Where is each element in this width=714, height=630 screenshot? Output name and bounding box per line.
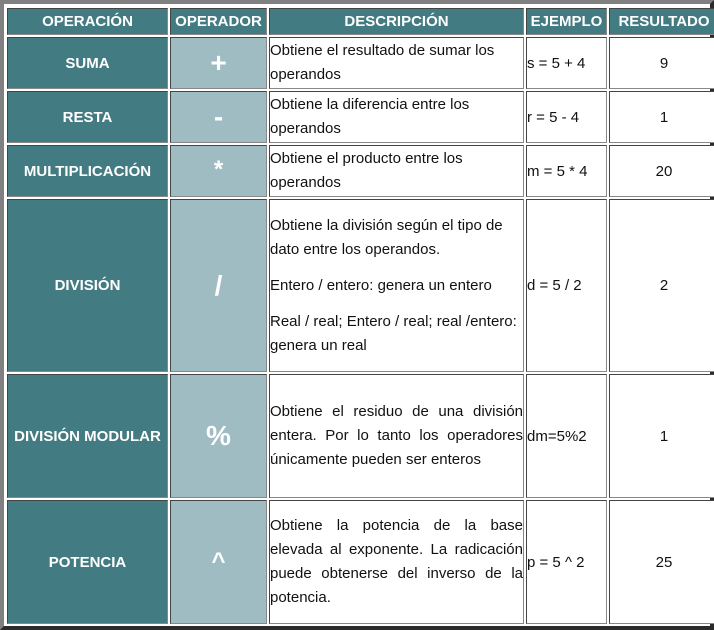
description-text: Obtiene el producto entre los operandos [270, 150, 463, 191]
operator-symbol: - [170, 91, 267, 143]
operation-name: SUMA [7, 37, 168, 89]
header-ejemplo: EJEMPLO [526, 8, 607, 35]
table-row-potencia [7, 500, 714, 624]
result-cell: 25 [609, 500, 714, 624]
header-row [7, 8, 714, 35]
operation-name: POTENCIA [7, 500, 168, 624]
description-cell [269, 500, 524, 624]
description-text: Obtiene la potencia de la base elevada al exponente. La radicación puede obtenerse del inverso de la potencia. [270, 517, 523, 606]
header-operador: OPERADOR [170, 8, 267, 35]
table-row-suma [7, 37, 714, 89]
operator-symbol: + [170, 37, 267, 89]
arithmetic-operators-table [5, 6, 714, 626]
example-cell: dm=5%2 [526, 374, 607, 498]
header-descripcion: DESCRIPCIÓN [269, 8, 524, 35]
description-text: Real / real; Entero / real; real /entero: genera un real [270, 312, 517, 354]
header-resultado: RESULTADO [609, 8, 714, 35]
description-cell [269, 37, 524, 89]
operation-name: DIVISIÓN MODULAR [7, 374, 168, 498]
description-text: Entero / entero: genera un entero [270, 276, 492, 294]
result-cell: 9 [609, 37, 714, 89]
operation-name: RESTA [7, 91, 168, 143]
table-row-multiplicacion [7, 145, 714, 197]
result-cell: 1 [609, 374, 714, 498]
example-cell: r = 5 - 4 [526, 91, 607, 143]
example-cell: p = 5 ^ 2 [526, 500, 607, 624]
operation-name: DIVISIÓN [7, 199, 168, 372]
operator-symbol: % [170, 374, 267, 498]
description-text: Obtiene la diferencia entre los operandos [270, 96, 470, 137]
table-row-resta [7, 91, 714, 143]
operator-symbol: ^ [170, 500, 267, 624]
description-cell [269, 91, 524, 143]
description-text: Obtiene el resultado de sumar los operandos [270, 42, 495, 83]
example-cell: m = 5 * 4 [526, 145, 607, 197]
description-cell [269, 199, 524, 372]
result-cell: 1 [609, 91, 714, 143]
table-row-division [7, 199, 714, 372]
result-cell: 20 [609, 145, 714, 197]
header-operacion: OPERACIÓN [7, 8, 168, 35]
operator-symbol: * [170, 145, 267, 197]
operator-symbol: / [170, 199, 267, 372]
example-cell: d = 5 / 2 [526, 199, 607, 372]
description-text: Obtiene la división según el tipo de dato entre los operandos. [270, 216, 503, 258]
description-text: Obtiene el residuo de una división entera. Por lo tanto los operadores únicamente pueden ser enteros [270, 403, 523, 468]
operation-name: MULTIPLICACIÓN [7, 145, 168, 197]
example-cell: s = 5 + 4 [526, 37, 607, 89]
description-cell [269, 374, 524, 498]
table-row-division-modular [7, 374, 714, 498]
description-cell [269, 145, 524, 197]
result-cell: 2 [609, 199, 714, 372]
